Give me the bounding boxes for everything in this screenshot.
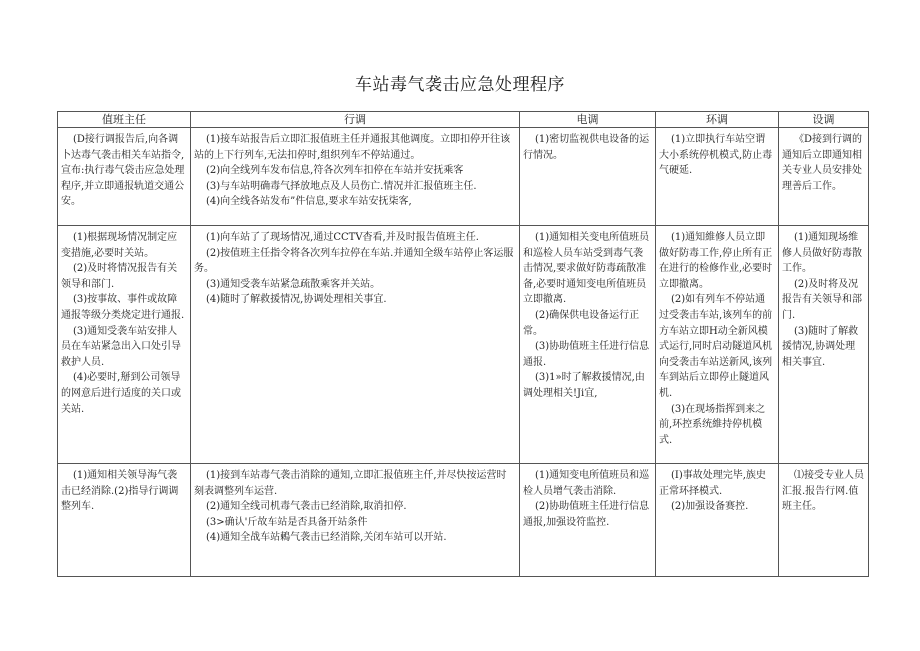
table-cell	[779, 226, 869, 464]
table-cell	[656, 226, 779, 464]
table-cell	[656, 464, 779, 577]
table-cell	[779, 128, 869, 226]
cell-paragraph: (1)密切监视供电设备的运行情况。	[523, 134, 650, 161]
cell-paragraph: (3)协助值班主任进行信息通报.	[523, 341, 650, 368]
cell-paragraph: (4)向全线各站发布”件信息,要求车站安抚柒客,	[206, 196, 412, 208]
cell-paragraph: (1)通知相关变电所值班员和巡检人员车站受到毒气袭击情况,要求做好防毒疏散准备,必要时通知变电所值班员立即撤离.	[523, 232, 650, 306]
cell-paragraph: (2)向全线列车发布信息,符各次列车扣停在车站并安抚乘客	[206, 165, 464, 177]
column-header: 电调	[520, 112, 656, 128]
cell-paragraph: (3)与车站明确毒气择放地点及人员伤亡.情况并汇报值班主任.	[206, 180, 477, 192]
cell-paragraph: ⑴接受专业人员汇报.报告行网.值班主任。	[782, 470, 864, 513]
table-row	[58, 464, 869, 577]
cell-paragraph: (1)根据现场情况制定应变措施,必要时关站。	[61, 232, 178, 259]
table-cell	[191, 128, 520, 226]
column-header: 值班主任	[58, 112, 191, 128]
table-cell	[520, 226, 656, 464]
cell-paragraph: (2)通知全线司机毒气袭击已经消除,取消扣停.	[206, 501, 407, 513]
cell-paragraph: (3)随时了解救援情况,协调处理相关事宜.	[782, 325, 859, 368]
cell-paragraph: (4)通知全战车站鶇气袭击已经消除,关闭车站可以开站.	[206, 532, 447, 544]
cell-paragraph: (1)接到车站毒气袭击消除的通知,立即汇报值班主仟,并尽快按运营时刻表调整列车运营.	[194, 470, 507, 497]
cell-paragraph: (1)通知相关领导海气袭击已经消除.(2)指导行调调整列车.	[61, 470, 179, 513]
cell-paragraph: (3>确认'斤故车站是否具备开站条件	[206, 516, 368, 528]
cell-paragraph: (1)通知变电所值班员和巡检人员增气袭击消除.	[523, 470, 650, 497]
cell-paragraph: (1)立即执行车站空谓大小系统停机模式,防止毒气硬延.	[659, 134, 773, 177]
cell-paragraph: (2)加强设备赛控.	[671, 501, 749, 513]
cell-paragraph: (3)通知受袭车站紧急疏散乘客并关站。	[206, 278, 381, 290]
cell-paragraph: 《D接到行调的通知后立即通知相关专业人员安排处理善后工作。	[782, 134, 863, 192]
header-row	[58, 112, 869, 128]
cell-paragraph: (D接行调报告后,向各调卜达毒气袭击相关车站指令,宣布:执行毒气袋击应急处理程序,并立即通报轨道交通公安。	[61, 134, 185, 208]
table-cell	[58, 226, 191, 464]
column-header: 环调	[656, 112, 779, 128]
cell-paragraph: (3)按事故、事件或故障通报等级分类烧定进行通报.	[61, 294, 185, 321]
cell-paragraph: (2)确保供电设备运行正常。	[523, 309, 640, 337]
table-row	[58, 128, 869, 226]
cell-paragraph: (1)向车站了了现场情况,通过CCTV杳看,并及时报告值班主任.	[206, 232, 479, 243]
table-cell	[520, 464, 656, 577]
cell-paragraph: (2)及时将情况报告有关领导和部门.	[61, 263, 178, 290]
cell-paragraph: (2)按值班主任指令将各次列车拉停在车站.并通知全级车站停止客运服务。	[194, 247, 514, 275]
cell-paragraph: (3)在现场指挥到来之前,环控系统維持停机模式.	[659, 403, 766, 446]
cell-paragraph: (3)通知受袭车站安排人员在车站紧急出入口处引导救护人员.	[61, 325, 181, 368]
cell-paragraph: (2)协助值班主任进行信息通报,加强设符监控.	[523, 501, 650, 528]
cell-paragraph: (1)接车站报告后立即汇报值班主任并通报其他调度。立即扣停开往该站的上下行列车,无法扣停时,组织列车不停站通过。	[194, 134, 511, 161]
table-cell	[58, 464, 191, 577]
cell-paragraph: (2)及时将及况报告有关领导和部门.	[782, 278, 862, 321]
cell-paragraph: (3)1»时了解救援情况,由调处理相关!Ji宜,	[523, 372, 645, 399]
cell-paragraph: (4)必要时,掰到公司领导的网意后进行适度的关口或关站.	[61, 372, 181, 415]
table-cell	[656, 128, 779, 226]
cell-paragraph: (1)通知现场维修人员做好防毒散工作。	[782, 232, 862, 275]
column-header: 行调	[191, 112, 520, 128]
cell-paragraph: (4)随时了解救援情况,协调处理相关事宜.	[206, 294, 387, 306]
cell-paragraph: (2)如有列车不停站通过受袭击车站,该列车的前方车站立即H动全新风模式运行,同时启动隧道风机向受袭击车站送新风,该列车到站后立即停止隧道风机.	[659, 294, 773, 399]
table-cell	[520, 128, 656, 226]
cell-paragraph: (I)事故处理完毕,族史正常环择模式.	[659, 470, 766, 497]
table-row	[58, 226, 869, 464]
table-cell	[58, 128, 191, 226]
table-cell	[191, 226, 520, 464]
page-title: 车站毒气袭击应急处理程序	[355, 75, 565, 95]
table-cell	[779, 464, 869, 577]
table-cell	[191, 464, 520, 577]
emergency-procedure-table	[57, 111, 869, 577]
cell-paragraph: (1)通知維修人员立即做好防毒工作,停止所有正在进行的检修作业,必要时立即撤离。	[659, 232, 773, 290]
column-header: 设调	[779, 112, 869, 128]
